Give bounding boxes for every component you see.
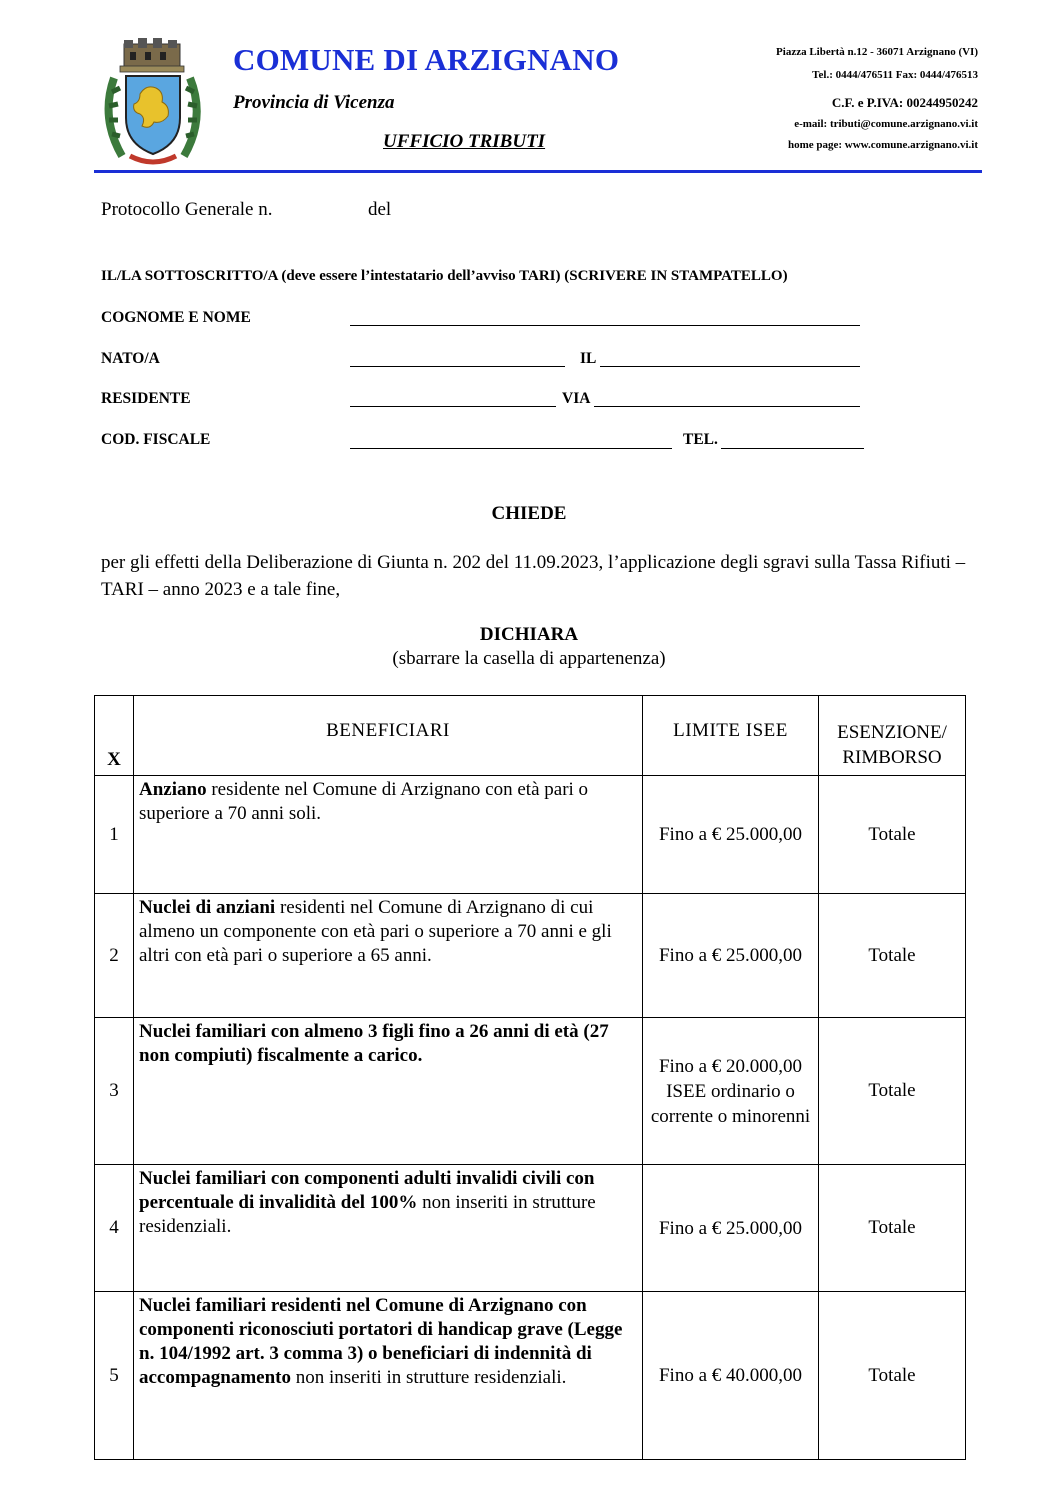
municipality-title: COMUNE DI ARZIGNANO: [233, 42, 620, 77]
protocol-label: Protocollo Generale n.: [101, 199, 273, 220]
table-row: [95, 1165, 966, 1292]
isee-limit-column-header: LIMITE ISEE: [643, 696, 819, 776]
street-label: VIA: [562, 390, 591, 407]
exemption-column-header: ESENZIONE/ RIMBORSO: [819, 696, 966, 776]
declaration-subheading: (sbarrare la casella di appartenenza): [392, 648, 666, 669]
beneficiary-details: residenti nel Comune di Arzignano di cui almeno un componente con età pari o superiore a 70 anni e gli altri con età pari o superiore a 65 anni.: [139, 897, 612, 966]
isee-limit-cell: Fino a € 25.000,00: [643, 894, 819, 1018]
isee-limit-cell: Fino a € 20.000,00 ISEE ordinario o corrente o minorenni: [643, 1018, 819, 1165]
contact-phone-fax: Tel.: 0444/476511 Fax: 0444/476513: [812, 69, 978, 81]
table-row: [95, 1018, 966, 1165]
isee-limit-cell: Fino a € 25.000,00: [643, 776, 819, 894]
beneficiary-description: [134, 1018, 643, 1165]
isee-limit-cell: Fino a € 25.000,00: [643, 1165, 819, 1292]
table-row: [95, 776, 966, 894]
birthplace-field[interactable]: [350, 366, 565, 367]
exemption-cell: Totale: [819, 1165, 966, 1292]
row-checkbox-cell[interactable]: 4: [95, 1165, 134, 1292]
beneficiary-details: non inseriti in strutture residenziali.: [139, 1192, 596, 1237]
beneficiary-category: Nuclei familiari residenti nel Comune di Arzignano con componenti riconosciuti portatori di handicap grave (Legge n. 104/1992 art. 3 comma 3) o beneficiari di indennità di accompagnamento: [139, 1295, 623, 1388]
beneficiary-details: non inseriti in strutture residenziali.: [290, 1367, 567, 1388]
phone-field[interactable]: [721, 448, 864, 449]
row-checkbox-cell[interactable]: 3: [95, 1018, 134, 1165]
crown-icon: [120, 38, 184, 72]
exemption-cell: Totale: [819, 894, 966, 1018]
residence-field[interactable]: [350, 406, 556, 407]
name-field[interactable]: [350, 325, 860, 326]
beneficiary-description: [134, 776, 643, 894]
office-name: UFFICIO TRIBUTI: [383, 131, 546, 152]
checkbox-column-header: X: [95, 696, 134, 776]
beneficiary-category: Nuclei di anziani: [139, 897, 276, 918]
beneficiaries-column-header: BENEFICIARI: [134, 696, 643, 776]
row-checkbox-cell[interactable]: 2: [95, 894, 134, 1018]
exemption-cell: Totale: [819, 1292, 966, 1460]
beneficiary-description: [134, 894, 643, 1018]
beneficiary-details: residente nel Comune di Arzignano con età pari o superiore a 70 anni soli.: [139, 779, 589, 824]
subscriber-heading: IL/LA SOTTOSCRITTO/A (deve essere l’intestatario dell’avviso TARI) (SCRIVERE IN STAMPATELLO): [101, 268, 788, 284]
contact-homepage: home page: www.comune.arzignano.vi.it: [787, 139, 978, 151]
declaration-heading: DICHIARA: [479, 624, 579, 645]
exemption-cell: Totale: [819, 1018, 966, 1165]
street-field[interactable]: [594, 406, 860, 407]
isee-limit-cell: Fino a € 40.000,00: [643, 1292, 819, 1460]
birthdate-label: IL: [580, 350, 597, 367]
born-label: NATO/A: [101, 350, 160, 367]
contact-email: e-mail: tributi@comune.arzignano.vi.it: [794, 118, 978, 130]
contact-address: Piazza Libertà n.12 - 36071 Arzignano (VI): [776, 46, 978, 58]
row-checkbox-cell[interactable]: 1: [95, 776, 134, 894]
tax-code-label: COD. FISCALE: [101, 431, 211, 448]
beneficiary-category: Nuclei familiari con almeno 3 figli fino a 26 anni di età (27 non compiuti) fiscalmente a carico.: [139, 1021, 609, 1066]
exemption-cell: Totale: [819, 776, 966, 894]
name-label: COGNOME E NOME: [101, 309, 251, 326]
request-text: per gli effetti della Deliberazione di Giunta n. 202 del 11.09.2023, l’applicazione degli sgravi sulla Tassa Rifiuti – TARI – anno 2023 e a tale fine,: [101, 552, 966, 600]
beneficiary-description: [134, 1292, 643, 1460]
table-row: [95, 1292, 966, 1460]
beneficiaries-table: [94, 695, 966, 1460]
protocol-date-label: del: [368, 199, 392, 220]
beneficiary-category: Anziano: [139, 779, 207, 800]
coat-of-arms-logo: [100, 38, 216, 172]
province-name: Provincia di Vicenza: [233, 92, 395, 113]
header-divider: [94, 170, 982, 173]
tax-code-field[interactable]: [350, 448, 672, 449]
contact-vat: C.F. e P.IVA: 00244950242: [831, 95, 978, 110]
beneficiary-description: [134, 1165, 643, 1292]
birthdate-field[interactable]: [600, 366, 860, 367]
row-checkbox-cell[interactable]: 5: [95, 1292, 134, 1460]
request-heading: CHIEDE: [491, 503, 567, 524]
beneficiary-category: Nuclei familiari con componenti adulti invalidi civili con percentuale di invalidità del 100%: [139, 1168, 595, 1213]
resident-label: RESIDENTE: [101, 390, 191, 407]
table-row: [95, 894, 966, 1018]
phone-label: TEL.: [683, 431, 718, 448]
